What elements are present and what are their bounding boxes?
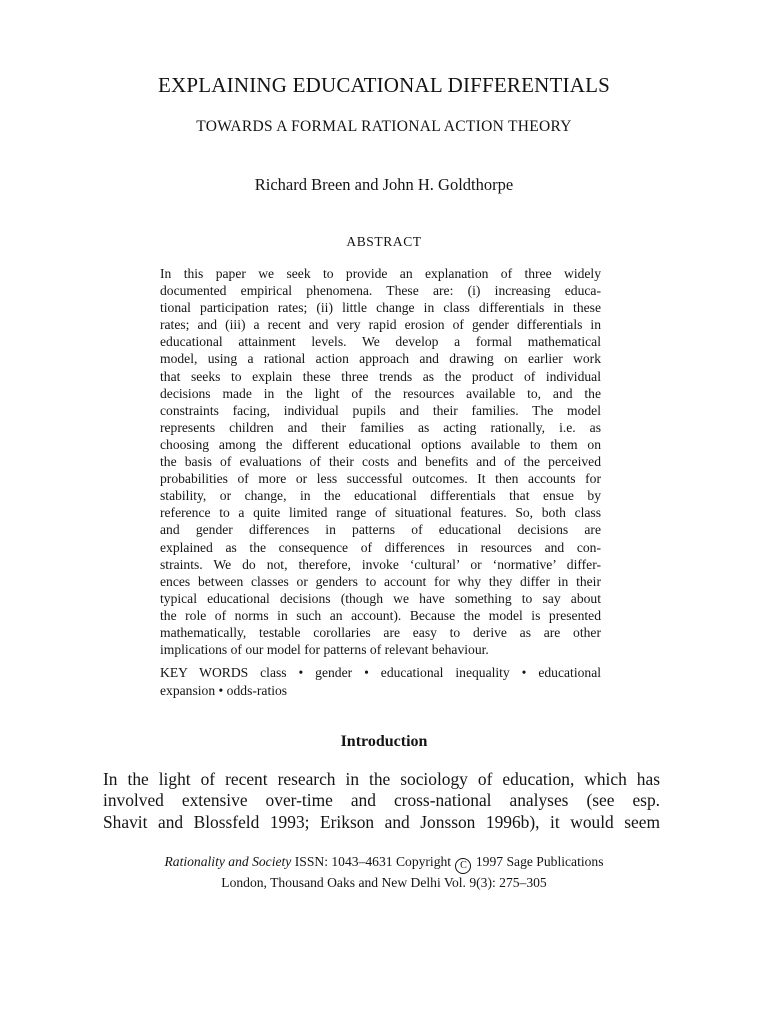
keywords-line: KEY WORDS class • gender • educational inequality • educational — [160, 665, 601, 680]
abstract-line: mathematically, testable corollaries are easy to derive as are other — [160, 624, 601, 640]
footer-line-2: London, Thousand Oaks and New Delhi Vol. 9(3): 275–305 — [221, 875, 547, 890]
abstract-line: ences between classes or genders to account for why they differ in their — [160, 573, 601, 589]
abstract-line: tional participation rates; (ii) little change in class differentials in these — [160, 300, 601, 316]
abstract-line: choosing among the different educational options available to them on — [160, 436, 601, 452]
introduction-body — [103, 769, 660, 833]
abstract-line: educational attainment levels. We develop a formal mathematical — [160, 334, 601, 350]
issn-text: ISSN: 1043–4631 Copyright — [291, 854, 455, 869]
abstract-line: decisions made in the light of the resources available to, and the — [160, 385, 601, 401]
introduction-line: involved extensive over-time and cross-national analyses (see esp. — [103, 790, 660, 811]
abstract-body — [160, 265, 601, 658]
abstract-heading: ABSTRACT — [346, 234, 422, 249]
abstract-line: that seeks to explain these three trends as the product of individual — [160, 368, 601, 384]
abstract-line: implications of our model for patterns of relevant behaviour. — [160, 642, 489, 658]
paper-subtitle: TOWARDS A FORMAL RATIONAL ACTION THEORY — [196, 118, 572, 135]
abstract-line: the basis of evaluations of their costs and benefits and of the perceived — [160, 454, 601, 470]
abstract-line: In this paper we seek to provide an explanation of three widely — [160, 266, 601, 281]
introduction-line: Shavit and Blossfeld 1993; Erikson and Jonsson 1996b), it would seem — [103, 811, 660, 832]
journal-name: Rationality and Society — [164, 854, 292, 869]
abstract-line: the role of norms in such an account). Because the model is presented — [160, 607, 601, 623]
abstract-line: rates; and (iii) a recent and very rapid erosion of gender differentials in — [160, 317, 601, 333]
abstract-line: constraints facing, individual pupils and their families. The model — [160, 402, 601, 418]
keywords-line: expansion • odds-ratios — [160, 682, 288, 698]
paper-authors: Richard Breen and John H. Goldthorpe — [254, 175, 514, 194]
abstract-line: documented empirical phenomena. These are: (i) increasing educa- — [160, 283, 601, 299]
copyright-icon: C — [455, 858, 471, 874]
abstract-line: model, using a rational action approach and drawing on earlier work — [160, 351, 601, 367]
abstract-line: and gender differences in patterns of educational decisions are — [160, 522, 601, 538]
section-heading-introduction: Introduction — [340, 733, 428, 750]
abstract-line: typical educational decisions (though we have something to say about — [160, 590, 601, 606]
abstract-line: represents children and their families as acting rationally, i.e. as — [160, 419, 601, 435]
publisher-text: 1997 Sage Publications — [472, 854, 604, 869]
abstract-line: straints. We do not, therefore, invoke ‘cultural’ or ‘normative’ differ- — [160, 556, 601, 572]
abstract-line: stability, or change, in the educational differentials that ensue by — [160, 488, 601, 504]
keywords — [160, 664, 601, 699]
journal-footer — [0, 853, 768, 892]
introduction-line: In the light of recent research in the sociology of education, which has — [103, 769, 660, 789]
abstract-line: probabilities of more or less successful outcomes. It then accounts for — [160, 471, 601, 487]
paper-title: EXPLAINING EDUCATIONAL DIFFERENTIALS — [157, 73, 611, 97]
abstract-line: reference to a quite limited range of situational features. So, both class — [160, 505, 601, 521]
footer-line-1 — [0, 853, 768, 874]
abstract-line: explained as the consequence of differences in resources and con- — [160, 539, 601, 555]
